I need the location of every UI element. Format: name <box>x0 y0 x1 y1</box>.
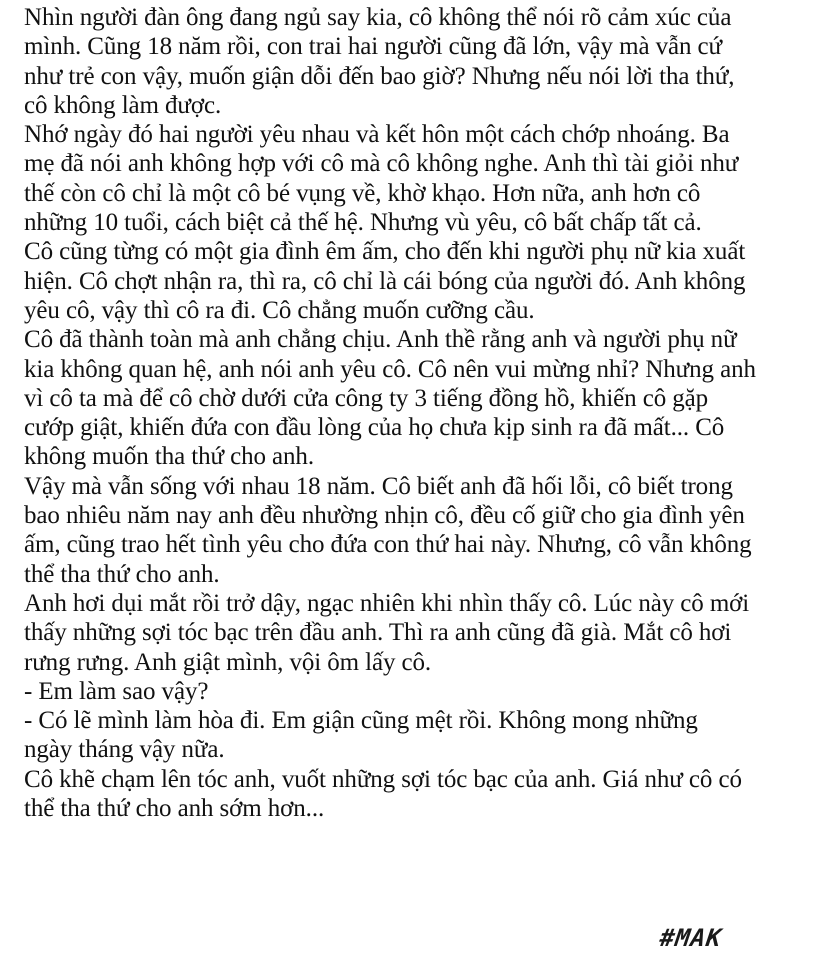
text-line: rưng rưng. Anh giật mình, vội ôm lấy cô. <box>24 648 432 676</box>
text-line: bao nhiêu năm nay anh đều nhường nhịn cô, đều cố giữ cho gia đình yên <box>24 502 745 530</box>
text-line: ấm, cũng trao hết tình yêu cho đứa con thứ hai này. Nhưng, cô vẫn không <box>24 531 752 559</box>
text-line: Nhớ ngày đó hai người yêu nhau và kết hôn một cách chớp nhoáng. Ba <box>24 121 730 149</box>
text-line: Cô đã thành toàn mà anh chẳng chịu. Anh thề rằng anh và người phụ nữ <box>24 326 737 354</box>
text-line: Cô khẽ chạm lên tóc anh, vuốt những sợi tóc bạc của anh. Giá như cô có <box>24 765 742 793</box>
text-line: không muốn tha thứ cho anh. <box>24 443 314 471</box>
text-line: mình. Cũng 18 năm rồi, con trai hai người cũng đã lớn, vậy mà vẫn cứ <box>24 33 722 61</box>
text-line: thế còn cô chỉ là một cô bé vụng về, khờ khạo. Hơn nữa, anh hơn cô <box>24 179 701 207</box>
text-line: Vậy mà vẫn sống với nhau 18 năm. Cô biết anh đã hối lỗi, cô biết trong <box>24 472 733 500</box>
text-line: mẹ đã nói anh không hợp với cô mà cô không nghe. Anh thì tài giỏi như <box>24 150 739 178</box>
text-line: - Em làm sao vậy? <box>24 677 209 705</box>
text-line: thể tha thứ cho anh sớm hơn... <box>24 795 325 823</box>
text-line: Cô cũng từng có một gia đình êm ấm, cho đến khi người phụ nữ kia xuất <box>24 238 746 266</box>
text-line: thể tha thứ cho anh. <box>24 560 220 588</box>
text-line: Anh hơi dụi mắt rồi trở dậy, ngạc nhiên khi nhìn thấy cô. Lúc này cô mới <box>24 589 750 617</box>
text-line: cướp giật, khiến đứa con đầu lòng của họ chưa kịp sinh ra đã mất... Cô <box>24 414 725 442</box>
text-line: thấy những sợi tóc bạc trên đầu anh. Thì ra anh cũng đã già. Mắt cô hơi <box>24 619 732 647</box>
story-text <box>24 3 824 823</box>
text-line: ngày tháng vậy nữa. <box>24 736 225 764</box>
text-line: cô không làm được. <box>24 91 222 119</box>
text-line: Nhìn người đàn ông đang ngủ say kia, cô không thể nói rõ cảm xúc của <box>24 4 732 31</box>
text-line: - Có lẽ mình làm hòa đi. Em giận cũng mệt rồi. Không mong những <box>24 707 698 735</box>
text-line: kia không quan hệ, anh nói anh yêu cô. Cô nên vui mừng nhỉ? Nhưng anh <box>24 355 756 383</box>
text-line: như trẻ con vậy, muốn giận dỗi đến bao giờ? Nhưng nếu nói lời tha thứ, <box>24 62 735 90</box>
text-line: những 10 tuổi, cách biệt cả thế hệ. Nhưng vù yêu, cô bất chấp tất cả. <box>24 209 702 237</box>
text-line: vì cô ta mà để cô chờ dưới cửa công ty 3 tiếng đồng hồ, khiến cô gặp <box>24 384 709 412</box>
author-signature: #MAK <box>658 924 724 952</box>
text-line: hiện. Cô chợt nhận ra, thì ra, cô chỉ là cái bóng của người đó. Anh không <box>24 267 746 295</box>
text-line: yêu cô, vậy thì cô ra đi. Cô chẳng muốn cưỡng cầu. <box>24 296 535 324</box>
